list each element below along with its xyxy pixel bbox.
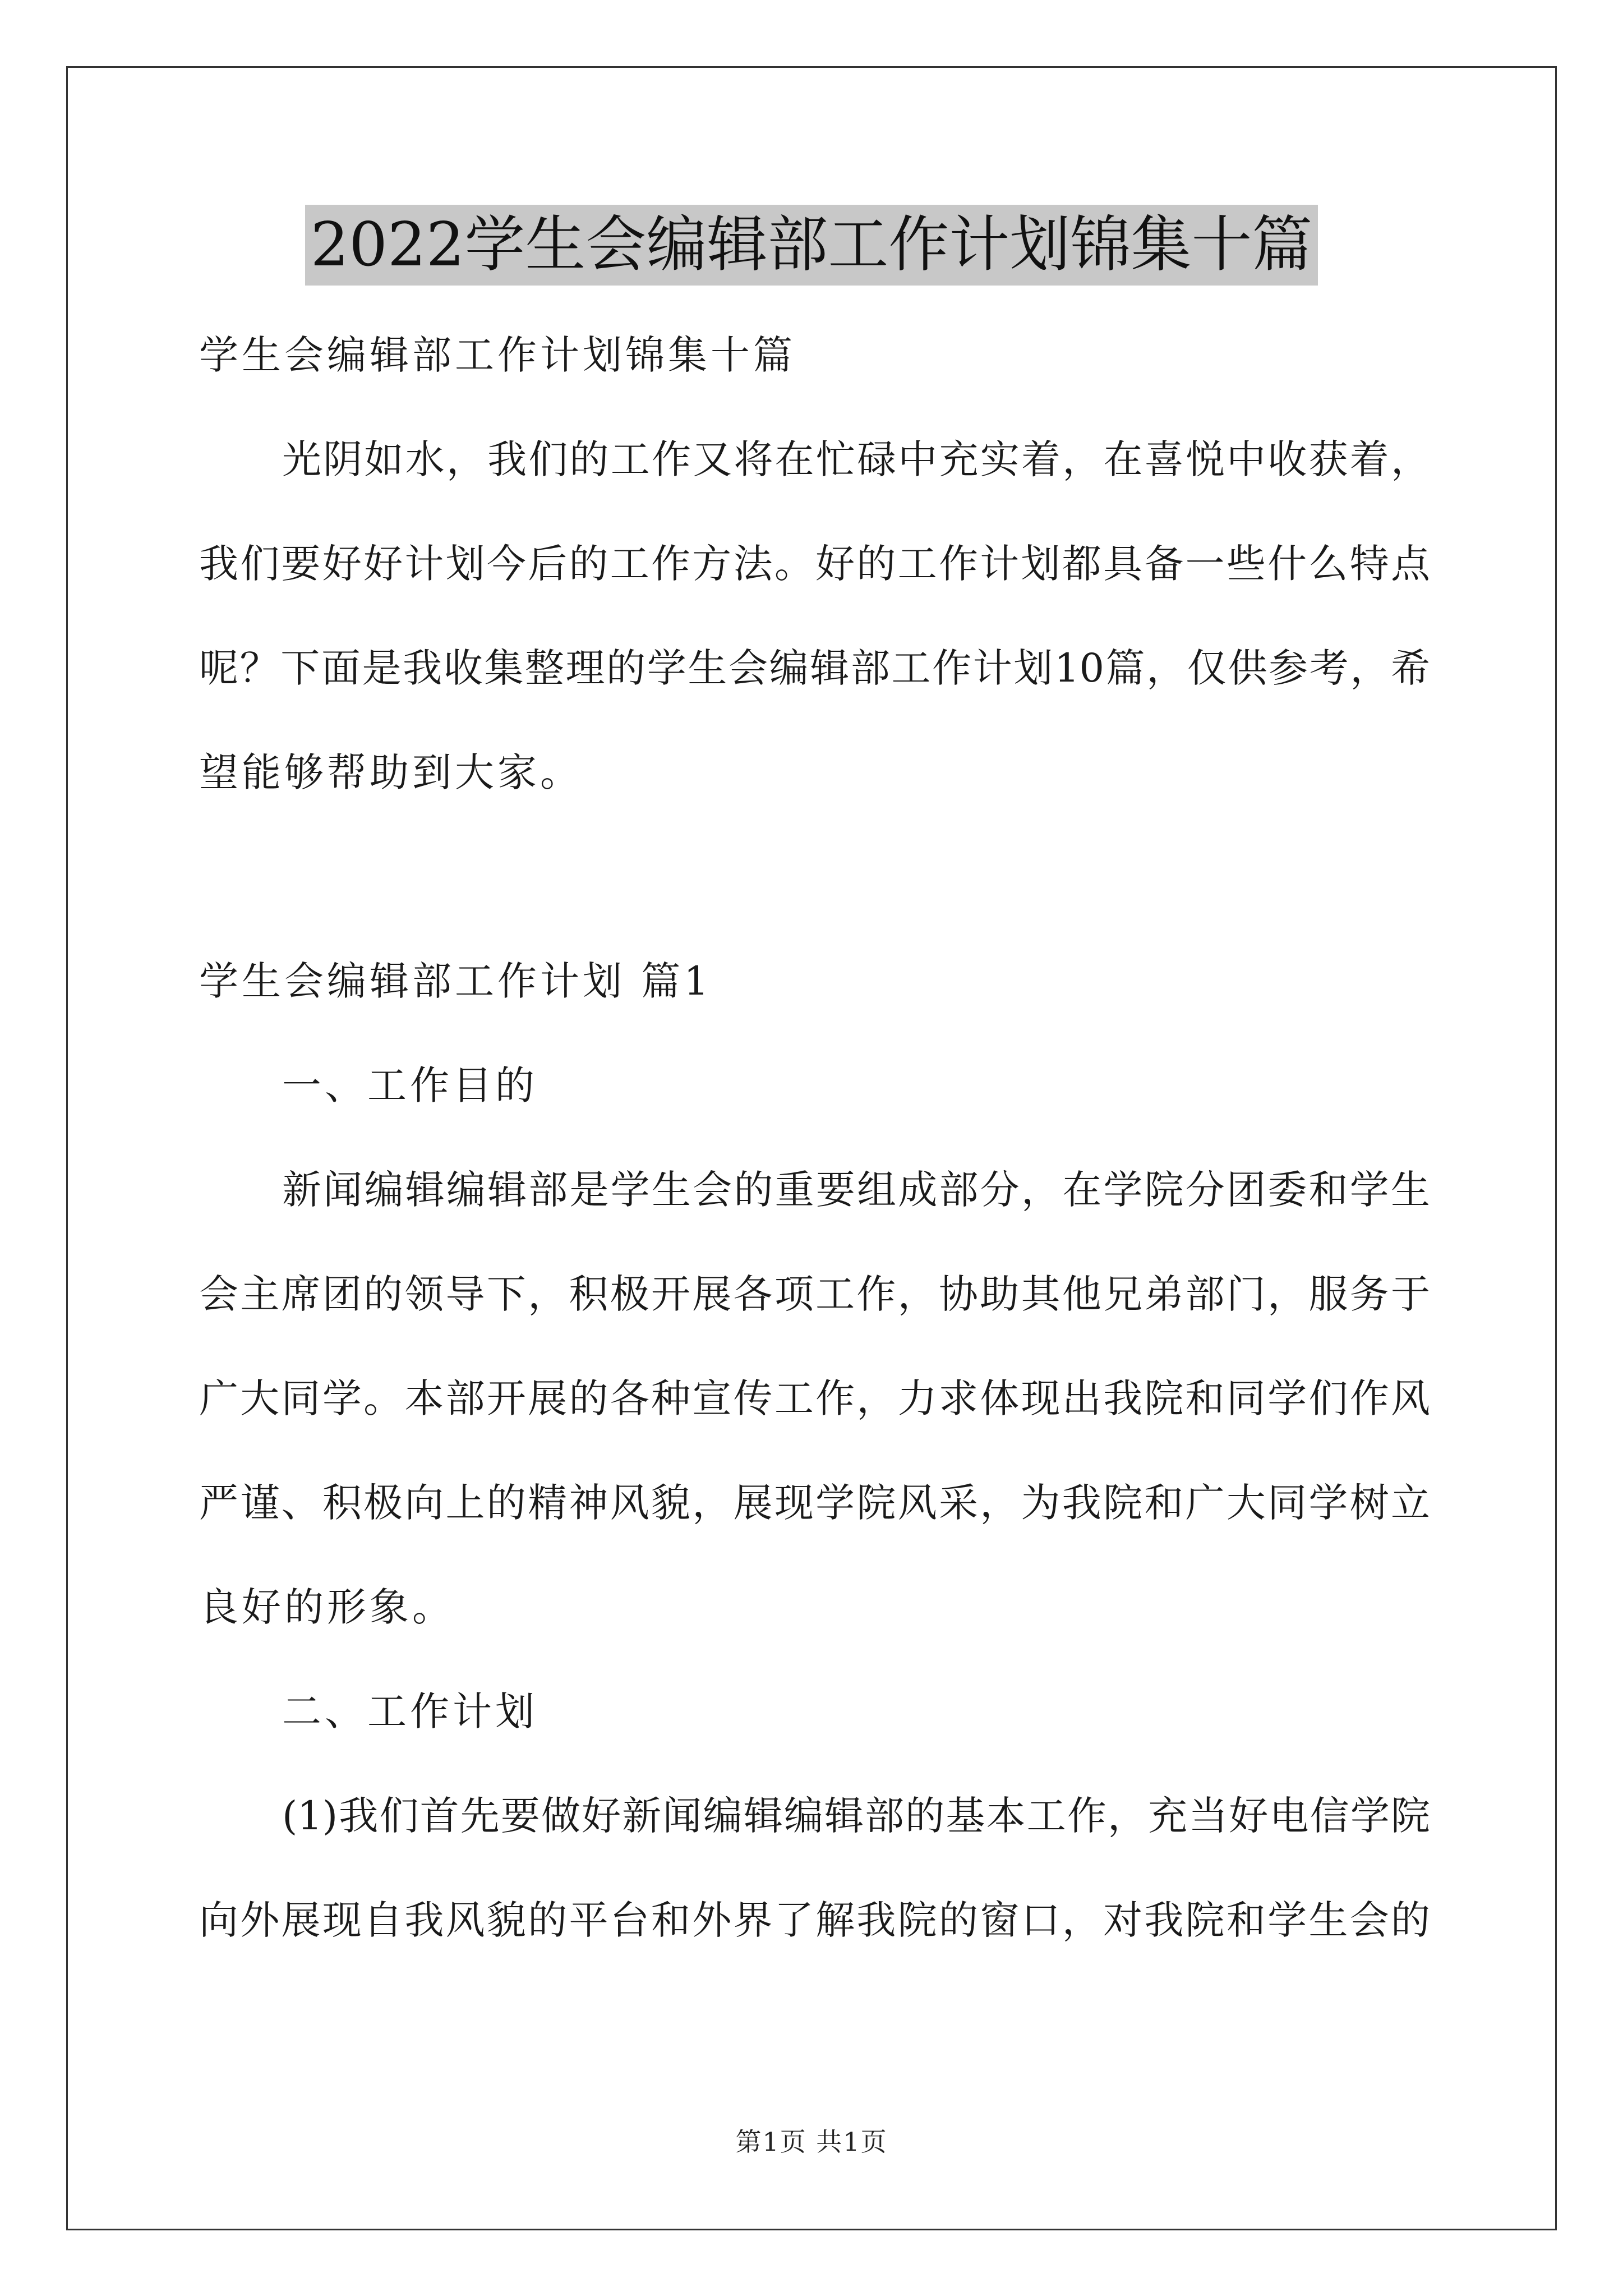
heading-work-purpose: 一、工作目的: [282, 1062, 538, 1108]
paragraph-line: 广大同学。本部开展的各种宣传工作，力求体现出我院和同学们作风: [199, 1375, 1430, 1421]
document-subtitle: 学生会编辑部工作计划锦集十篇: [199, 332, 796, 378]
heading-work-plan: 二、工作计划: [282, 1688, 538, 1734]
blank-line: [199, 825, 1430, 929]
intro-line: 呢？下面是我收集整理的学生会编辑部工作计划10篇，仅供参考，希: [199, 645, 1430, 691]
intro-line: 望能够帮助到大家。: [199, 749, 583, 795]
paragraph-line: 会主席团的领导下，积极开展各项工作，协助其他兄弟部门，服务于: [199, 1271, 1430, 1317]
paragraph-line: 良好的形象。: [199, 1584, 455, 1630]
section-heading: 学生会编辑部工作计划 篇1: [199, 958, 712, 1004]
paragraph-line: (1)我们首先要做好新闻编辑编辑部的基本工作，充当好电信学院: [282, 1793, 1430, 1839]
intro-line: 我们要好好计划今后的工作方法。好的工作计划都具备一些什么特点: [199, 541, 1430, 587]
document-body: [199, 303, 1430, 1972]
intro-line: 光阴如水，我们的工作又将在忙碌中充实着，在喜悦中收获着，: [282, 436, 1430, 482]
paragraph-line: 新闻编辑编辑部是学生会的重要组成部分，在学院分团委和学生: [282, 1167, 1430, 1213]
paragraph-line: 严谨、积极向上的精神风貌，展现学院风采，为我院和广大同学树立: [199, 1480, 1430, 1526]
title-wrapper: [0, 205, 1623, 286]
document-title: 2022学生会编辑部工作计划锦集十篇: [305, 205, 1318, 286]
page-footer: 第1页 共1页: [735, 2127, 888, 2157]
paragraph-line: 向外展现自我风貌的平台和外界了解我院的窗口，对我院和学生会的: [199, 1897, 1430, 1943]
